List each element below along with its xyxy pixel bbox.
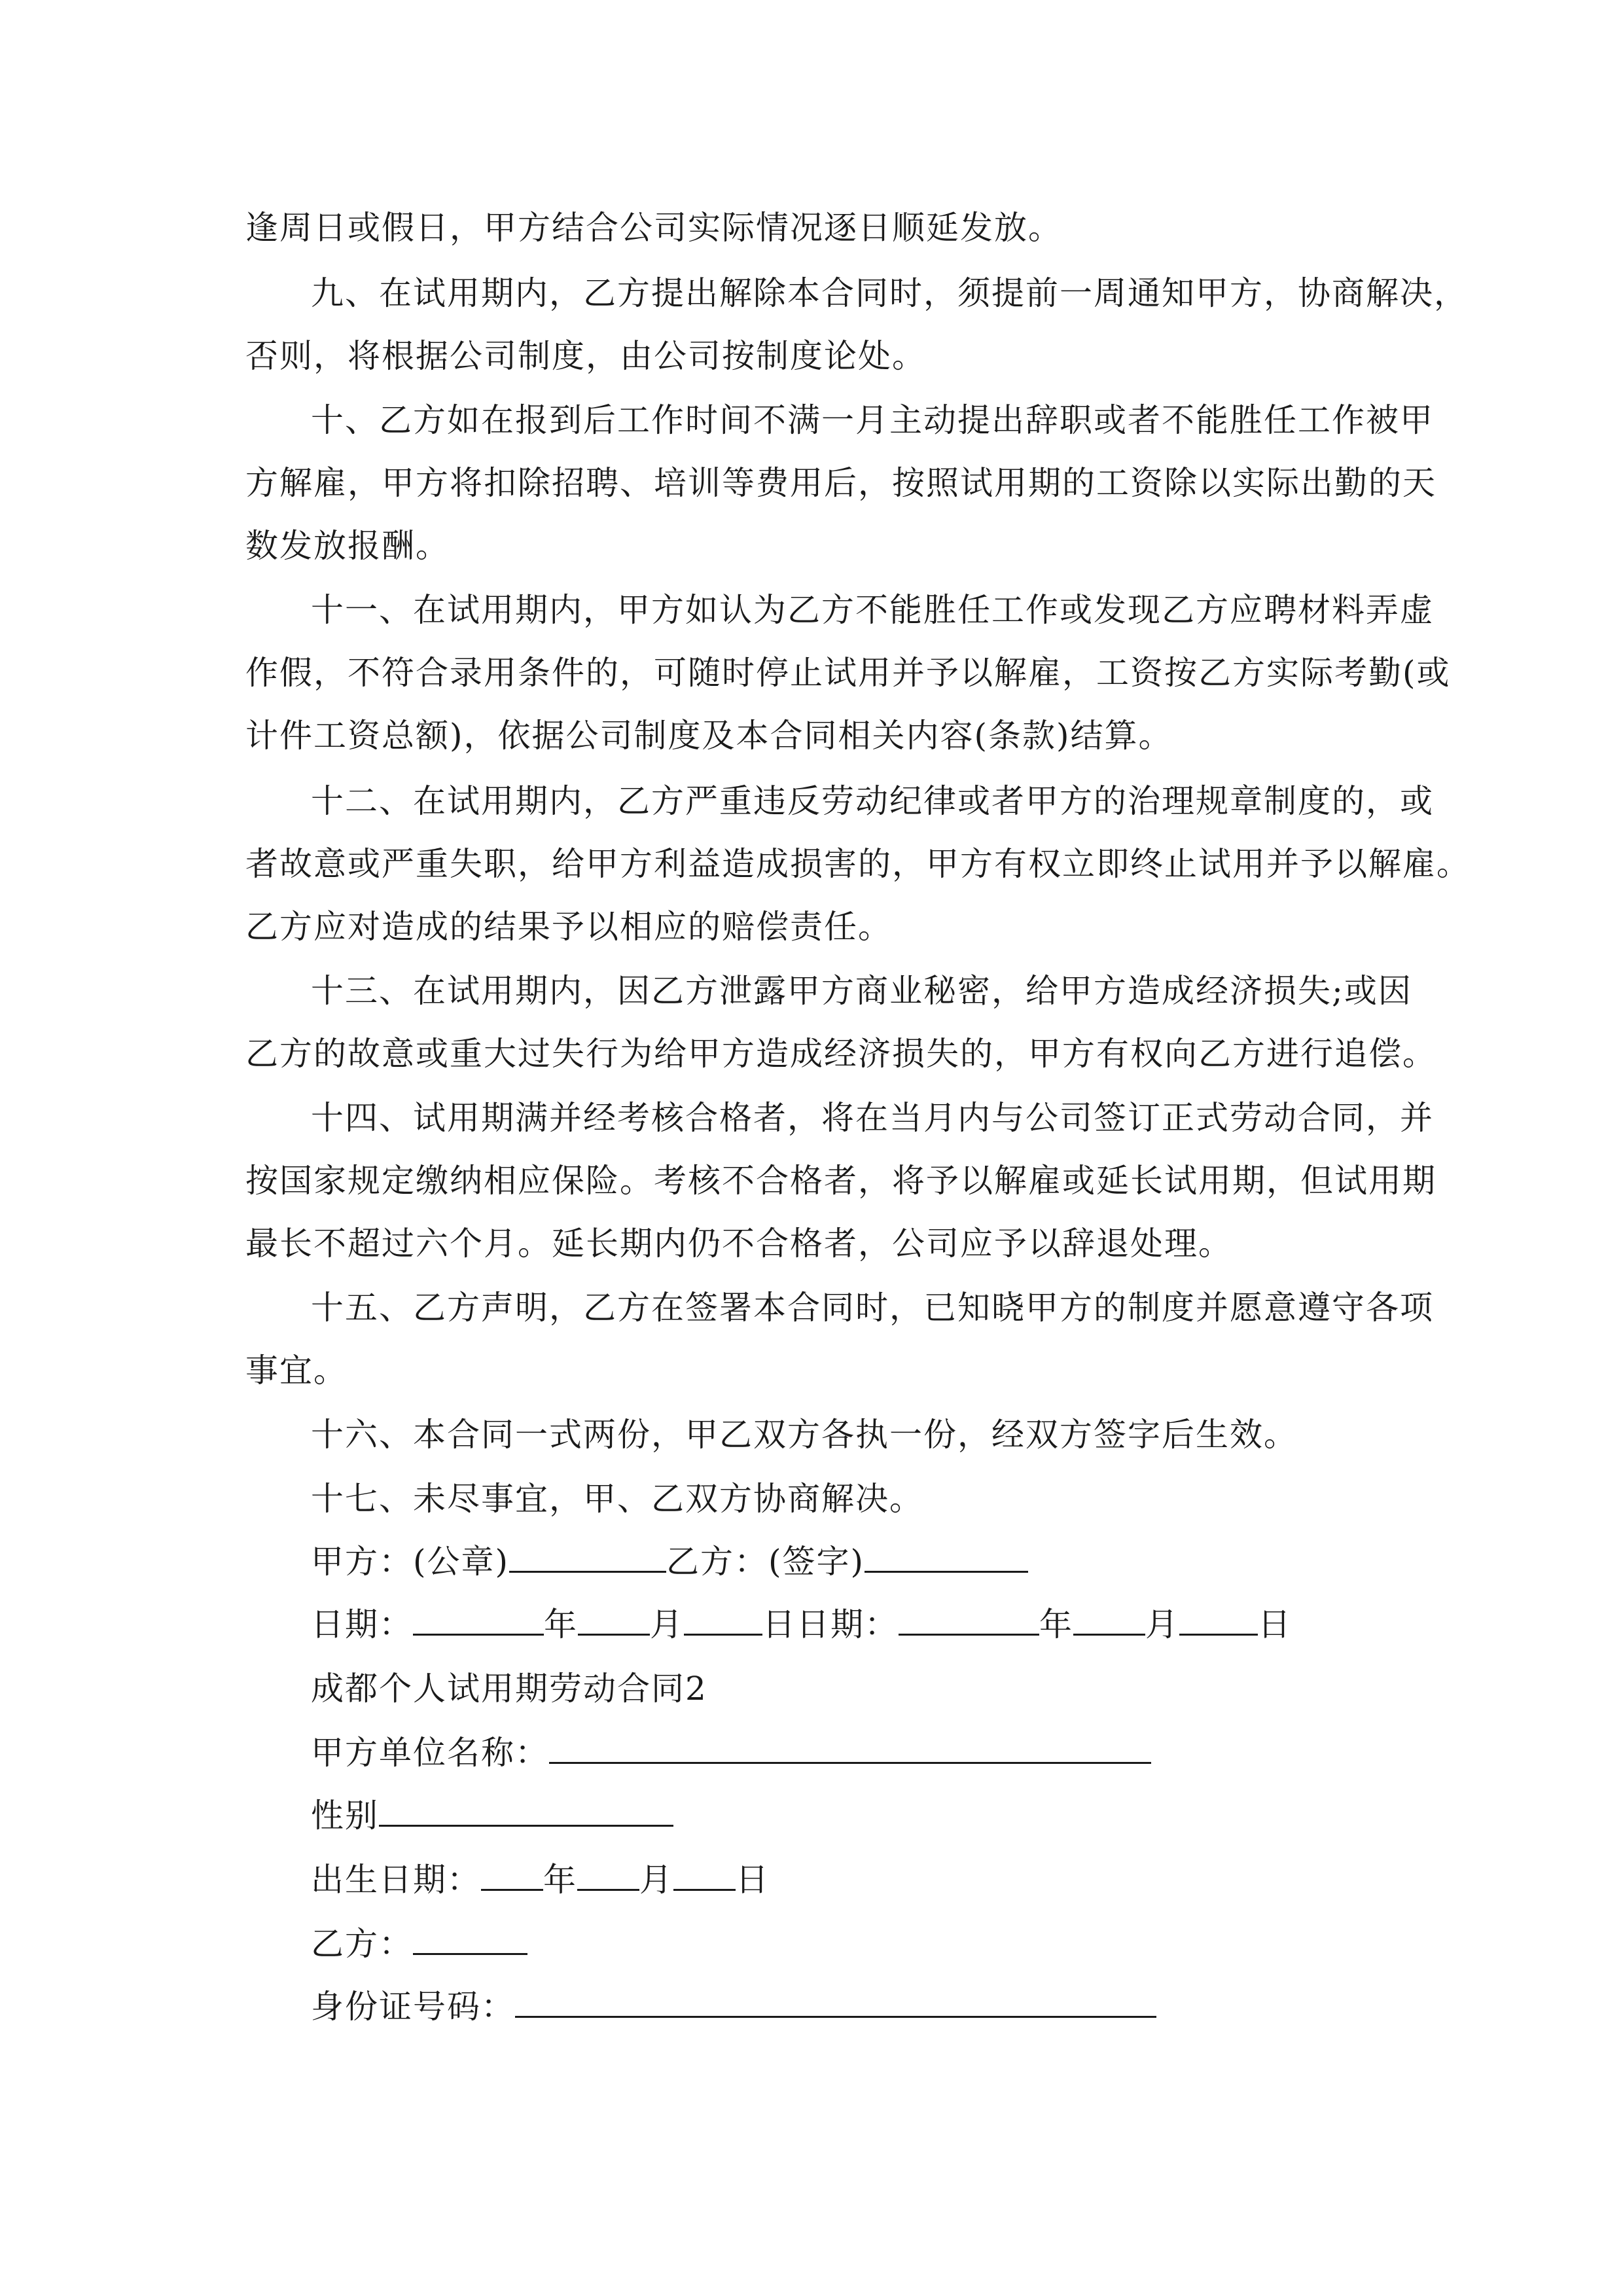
clause-13-line-1: 十三、在试用期内，因乙方泄露甲方商业秘密，给甲方造成经济损失;或因 (311, 972, 1412, 1010)
clause-10-line-2: 方解雇，甲方将扣除招聘、培训等费用后，按照试用期的工资除以实际出勤的天 (245, 464, 1436, 502)
clause-11-line-2: 作假，不符合录用条件的，可随时停止试用并予以解雇，工资按乙方实际考勤(或 (245, 654, 1451, 692)
party-a-seal-label: 甲方：(公章) (311, 1543, 510, 1581)
date-label-a: 日期： (311, 1605, 413, 1643)
date-b-month-blank[interactable] (1073, 1606, 1145, 1636)
clause-10-line-3: 数发放报酬。 (245, 527, 450, 565)
month-label-a: 月 (650, 1605, 684, 1643)
clause-17-line-1: 十七、未尽事宜，甲、乙双方协商解决。 (311, 1480, 923, 1518)
paragraph-line: 逢周日或假日，甲方结合公司实际情况逐日顺延发放。 (245, 209, 1062, 247)
party-b-sign-label: 乙方：(签字) (666, 1543, 865, 1581)
gender-label: 性别 (311, 1797, 379, 1835)
employer-name-line (311, 1733, 1463, 1772)
birth-date-label: 出生日期： (311, 1861, 481, 1899)
date-b-day-blank[interactable] (1179, 1606, 1258, 1636)
birth-date-line (311, 1860, 1463, 1899)
date-b-year-blank[interactable] (899, 1606, 1039, 1636)
employer-name-blank[interactable] (549, 1734, 1151, 1764)
date-label-b: 日日期： (762, 1605, 899, 1643)
party-b-blank[interactable] (413, 1926, 527, 1955)
party-b-label: 乙方： (311, 1925, 413, 1963)
clause-12-line-1: 十二、在试用期内，乙方严重违反劳动纪律或者甲方的治理规章制度的，或 (311, 782, 1434, 820)
clause-11-line-1: 十一、在试用期内，甲方如认为乙方不能胜任工作或发现乙方应聘材料弄虚 (311, 591, 1434, 629)
birth-day-label: 日 (736, 1861, 770, 1899)
clause-11-line-3: 计件工资总额)，依据公司制度及本合同相关内容(条款)结算。 (245, 717, 1173, 755)
clause-12-line-3: 乙方应对造成的结果予以相应的赔偿责任。 (245, 908, 892, 946)
id-number-line (311, 1987, 1463, 2026)
party-b-line (311, 1924, 1463, 1964)
party-a-seal-blank[interactable] (509, 1543, 666, 1573)
clause-9-line-2: 否则，将根据公司制度，由公司按制度论处。 (245, 337, 926, 375)
birth-month-blank[interactable] (577, 1861, 639, 1891)
clause-15-line-2: 事宜。 (245, 1352, 348, 1390)
year-label-a: 年 (544, 1605, 578, 1643)
clause-14-line-1: 十四、试用期满并经考核合格者，将在当月内与公司签订正式劳动合同，并 (311, 1099, 1434, 1137)
clause-14-line-2: 按国家规定缴纳相应保险。考核不合格者，将予以解雇或延长试用期，但试用期 (245, 1162, 1436, 1200)
clause-9-line-1: 九、在试用期内，乙方提出解除本合同时，须提前一周通知甲方，协商解决， (311, 274, 1468, 312)
gender-blank[interactable] (379, 1797, 673, 1827)
date-a-year-blank[interactable] (413, 1606, 544, 1636)
clause-13-line-2: 乙方的故意或重大过失行为给甲方造成经济损失的，甲方有权向乙方进行追偿。 (245, 1035, 1436, 1073)
birth-month-label: 月 (639, 1861, 673, 1899)
birth-year-label: 年 (543, 1861, 577, 1899)
date-a-day-blank[interactable] (684, 1606, 762, 1636)
id-number-blank[interactable] (515, 1988, 1156, 2018)
id-number-label: 身份证号码： (311, 1988, 515, 2026)
clause-16-line-1: 十六、本合同一式两份，甲乙双方各执一份，经双方签字后生效。 (311, 1416, 1298, 1454)
month-label-b: 月 (1145, 1605, 1179, 1643)
year-label-b: 年 (1039, 1605, 1073, 1643)
gender-line (311, 1796, 1463, 1835)
day-label-b: 日 (1258, 1605, 1292, 1643)
clause-14-line-3: 最长不超过六个月。延长期内仍不合格者，公司应予以辞退处理。 (245, 1225, 1232, 1263)
birth-day-blank[interactable] (673, 1861, 736, 1891)
clause-12-line-2: 者故意或严重失职，给甲方利益造成损害的，甲方有权立即终止试用并予以解雇。 (245, 845, 1471, 883)
contract-2-title: 成都个人试用期劳动合同2 (311, 1670, 707, 1708)
signature-line (311, 1542, 1463, 1581)
date-line (311, 1605, 1463, 1644)
clause-15-line-1: 十五、乙方声明，乙方在签署本合同时，已知晓甲方的制度并愿意遵守各项 (311, 1289, 1434, 1327)
party-b-sign-blank[interactable] (865, 1543, 1028, 1573)
clause-10-line-1: 十、乙方如在报到后工作时间不满一月主动提出辞职或者不能胜任工作被甲 (311, 401, 1434, 439)
birth-year-blank[interactable] (481, 1861, 543, 1891)
employer-name-label: 甲方单位名称： (311, 1734, 549, 1772)
date-a-month-blank[interactable] (578, 1606, 650, 1636)
